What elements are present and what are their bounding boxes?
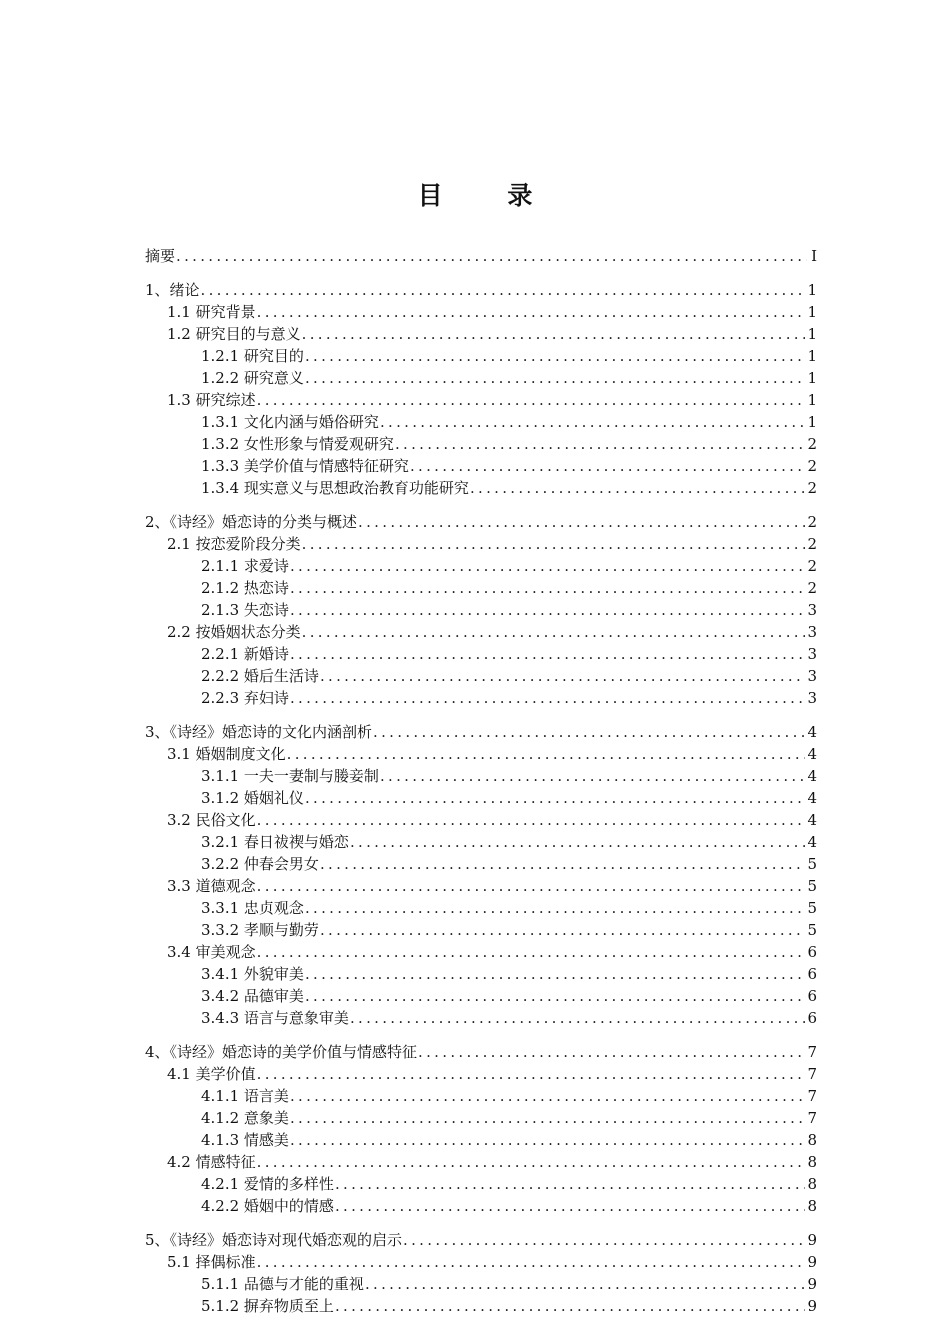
toc-entry-page-number: 2 — [807, 579, 817, 597]
toc-entry[interactable] — [145, 1173, 817, 1195]
toc-entry-page-number: 4 — [807, 811, 817, 829]
toc-entry[interactable] — [145, 1007, 817, 1029]
toc-entry[interactable] — [145, 831, 817, 853]
dot-leader — [373, 721, 805, 743]
toc-entry-label: 4、《诗经》婚恋诗的美学价值与情感特征 — [145, 1043, 418, 1061]
toc-entry-label: 3.1.1 一夫一妻制与媵妾制 — [201, 767, 379, 785]
toc-entry-label: 5.1.2 摒弃物质至上 — [201, 1297, 334, 1315]
toc-entry[interactable] — [145, 245, 817, 267]
toc-entry-label: 3.4.2 品德审美 — [201, 987, 304, 1005]
toc-entry-label: 3.2.1 春日祓禊与婚恋 — [201, 833, 349, 851]
dot-leader — [320, 665, 806, 687]
toc-entry[interactable] — [145, 897, 817, 919]
dot-leader — [302, 621, 806, 643]
toc-entry[interactable] — [145, 765, 817, 787]
toc-entry-label: 2.1.2 热恋诗 — [201, 579, 289, 597]
toc-entry-label: 2.2.2 婚后生活诗 — [201, 667, 319, 685]
toc-entry[interactable] — [145, 963, 817, 985]
dot-leader — [290, 643, 806, 665]
toc-entry[interactable] — [145, 1041, 817, 1063]
dot-leader — [290, 599, 806, 621]
toc-entry[interactable] — [145, 941, 817, 963]
toc-entry-page-number: 1 — [807, 325, 817, 343]
toc-entry-page-number: 2 — [807, 435, 817, 453]
toc-entry-page-number: 4 — [807, 767, 817, 785]
dot-leader — [290, 555, 806, 577]
toc-entry-page-number: 3 — [807, 645, 817, 663]
dot-leader — [305, 345, 806, 367]
toc-entry-page-number: 1 — [807, 347, 817, 365]
dot-leader — [403, 1229, 805, 1251]
toc-entry[interactable] — [145, 301, 817, 323]
toc-entry[interactable] — [145, 721, 817, 743]
toc-entry-page-number: 2 — [807, 479, 817, 497]
toc-entry[interactable] — [145, 577, 817, 599]
toc-entry[interactable] — [145, 345, 817, 367]
toc-entry-label: 3.3.2 孝顺与勤劳 — [201, 921, 319, 939]
toc-entry[interactable] — [145, 919, 817, 941]
toc-entry[interactable] — [145, 455, 817, 477]
toc-entry-label: 3.2 民俗文化 — [167, 811, 256, 829]
toc-entry-page-number: 1 — [807, 369, 817, 387]
toc-entry-label: 1.3.4 现实意义与思想政治教育功能研究 — [201, 479, 469, 497]
dot-leader — [290, 1129, 806, 1151]
toc-entry-label: 2.2.1 新婚诗 — [201, 645, 289, 663]
toc-entry[interactable] — [145, 1273, 817, 1295]
dot-leader — [257, 941, 806, 963]
toc-entry[interactable] — [145, 279, 817, 301]
toc-entry-page-number: 8 — [807, 1131, 817, 1149]
dot-leader — [302, 533, 806, 555]
toc-entry-label: 1、绪论 — [145, 281, 200, 299]
toc-entry-page-number: 3 — [807, 667, 817, 685]
toc-entry[interactable] — [145, 1295, 817, 1317]
toc-entry[interactable] — [145, 1129, 817, 1151]
toc-entry-page-number: 3 — [807, 689, 817, 707]
toc-entry-page-number: 2 — [807, 557, 817, 575]
toc-entry[interactable] — [145, 477, 817, 499]
dot-leader — [350, 1007, 806, 1029]
toc-entry-label: 3.4.1 外貌审美 — [201, 965, 304, 983]
toc-entry-page-number: 6 — [807, 965, 817, 983]
dot-leader — [365, 1273, 806, 1295]
toc-entry[interactable] — [145, 853, 817, 875]
dot-leader — [176, 245, 807, 267]
toc-entry-label: 3.2.2 仲春会男女 — [201, 855, 319, 873]
toc-entry[interactable] — [145, 323, 817, 345]
dot-leader — [287, 743, 806, 765]
toc-entry-label: 4.1.3 情感美 — [201, 1131, 289, 1149]
dot-leader — [257, 301, 806, 323]
toc-entry-label: 1.2 研究目的与意义 — [167, 325, 301, 343]
toc-entry-page-number: 5 — [807, 877, 817, 895]
dot-leader — [290, 1107, 806, 1129]
toc-entry-label: 4.1 美学价值 — [167, 1065, 256, 1083]
toc-entry-label: 1.3.3 美学价值与情感特征研究 — [201, 457, 409, 475]
toc-entry-page-number: 2 — [807, 457, 817, 475]
toc-entry-label: 2.2.3 弃妇诗 — [201, 689, 289, 707]
toc-entry-page-number: 4 — [807, 745, 817, 763]
dot-leader — [257, 1063, 806, 1085]
toc-entry-page-number: 1 — [807, 303, 817, 321]
toc-entry-page-number: 7 — [807, 1065, 817, 1083]
toc-entry[interactable] — [145, 687, 817, 709]
toc-entry-label: 3、《诗经》婚恋诗的文化内涵剖析 — [145, 723, 373, 741]
dot-leader — [290, 687, 806, 709]
dot-leader — [350, 831, 806, 853]
toc-entry[interactable] — [145, 643, 817, 665]
toc-entry-page-number: 1 — [807, 413, 817, 431]
dot-leader — [305, 985, 806, 1007]
dot-leader — [305, 367, 806, 389]
toc-entry-label: 摘要 — [145, 247, 176, 265]
toc-entry-page-number: 7 — [807, 1043, 817, 1061]
toc-entry[interactable] — [145, 411, 817, 433]
toc-entry-label: 1.2.1 研究目的 — [201, 347, 304, 365]
dot-leader — [302, 323, 806, 345]
toc-entry[interactable] — [145, 787, 817, 809]
dot-leader — [335, 1173, 806, 1195]
toc-entry-label: 3.3 道德观念 — [167, 877, 256, 895]
toc-entry-page-number: 9 — [807, 1253, 817, 1271]
toc-entry-label: 2、《诗经》婚恋诗的分类与概述 — [145, 513, 358, 531]
toc-entry[interactable] — [145, 621, 817, 643]
toc-entry-page-number: 6 — [807, 943, 817, 961]
toc-entry-page-number: 8 — [807, 1197, 817, 1215]
toc-entry[interactable] — [145, 599, 817, 621]
dot-leader — [335, 1295, 806, 1317]
toc-entry-label: 2.1.1 求爱诗 — [201, 557, 289, 575]
toc-entry-label: 3.1.2 婚姻礼仪 — [201, 789, 304, 807]
toc-entry[interactable] — [145, 367, 817, 389]
dot-leader — [358, 511, 805, 533]
toc-entry-page-number: 4 — [807, 723, 817, 741]
toc-entry-label: 5.1.1 品德与才能的重视 — [201, 1275, 364, 1293]
dot-leader — [305, 897, 806, 919]
dot-leader — [418, 1041, 805, 1063]
toc-entry[interactable] — [145, 1107, 817, 1129]
toc-entry-page-number: 5 — [807, 855, 817, 873]
toc-entry[interactable] — [145, 1229, 817, 1251]
toc-entry-page-number: 1 — [807, 281, 817, 299]
toc-entry-page-number: 7 — [807, 1109, 817, 1127]
toc-entry-label: 3.3.1 忠贞观念 — [201, 899, 304, 917]
toc-entry-label: 5、《诗经》婚恋诗对现代婚恋观的启示 — [145, 1231, 403, 1249]
toc-entry[interactable] — [145, 985, 817, 1007]
dot-leader — [470, 477, 806, 499]
dot-leader — [410, 455, 806, 477]
dot-leader — [305, 963, 806, 985]
toc-entry-label: 3.4.3 语言与意象审美 — [201, 1009, 349, 1027]
toc-entry-page-number: 8 — [807, 1153, 817, 1171]
toc-entry[interactable] — [145, 665, 817, 687]
toc-entry[interactable] — [145, 1251, 817, 1273]
toc-title: 目 录 — [417, 181, 561, 210]
toc-entry-page-number: 4 — [807, 833, 817, 851]
toc-entry[interactable] — [145, 875, 817, 897]
dot-leader — [290, 577, 806, 599]
toc-entry-label: 1.3.1 文化内涵与婚俗研究 — [201, 413, 379, 431]
toc-entry-page-number: 9 — [807, 1297, 817, 1315]
toc-entry[interactable] — [145, 389, 817, 411]
dot-leader — [257, 875, 806, 897]
dot-leader — [290, 1085, 806, 1107]
toc-entry-page-number: 3 — [807, 601, 817, 619]
toc-entry-page-number: 6 — [807, 987, 817, 1005]
table-of-contents — [145, 245, 817, 1317]
toc-entry-page-number: 9 — [807, 1231, 817, 1249]
dot-leader — [201, 279, 806, 301]
dot-leader — [380, 411, 806, 433]
toc-entry-page-number: 2 — [807, 513, 817, 531]
toc-entry-label: 2.2 按婚姻状态分类 — [167, 623, 301, 641]
toc-entry-page-number: 7 — [807, 1087, 817, 1105]
toc-entry-page-number: 2 — [807, 535, 817, 553]
dot-leader — [395, 433, 806, 455]
toc-entry[interactable] — [145, 1085, 817, 1107]
toc-entry-page-number: 3 — [807, 623, 817, 641]
dot-leader — [320, 853, 806, 875]
dot-leader — [380, 765, 806, 787]
toc-entry-page-number: 5 — [807, 899, 817, 917]
toc-entry-page-number: 5 — [807, 921, 817, 939]
dot-leader — [335, 1195, 806, 1217]
toc-entry[interactable] — [145, 1151, 817, 1173]
toc-entry-label: 1.3.2 女性形象与情爱观研究 — [201, 435, 394, 453]
toc-entry-page-number: 4 — [807, 789, 817, 807]
toc-entry-page-number: I — [811, 247, 817, 265]
toc-entry[interactable] — [145, 433, 817, 455]
toc-entry[interactable] — [145, 1195, 817, 1217]
toc-entry-label: 4.1.1 语言美 — [201, 1087, 289, 1105]
toc-entry-page-number: 8 — [807, 1175, 817, 1193]
toc-entry-label: 4.2 情感特征 — [167, 1153, 256, 1171]
toc-entry[interactable] — [145, 555, 817, 577]
toc-entry-label: 4.2.1 爱情的多样性 — [201, 1175, 334, 1193]
dot-leader — [320, 919, 806, 941]
dot-leader — [257, 389, 806, 411]
toc-entry-label: 1.1 研究背景 — [167, 303, 256, 321]
toc-entry-label: 2.1.3 失恋诗 — [201, 601, 289, 619]
toc-entry-label: 3.1 婚姻制度文化 — [167, 745, 286, 763]
dot-leader — [305, 787, 806, 809]
toc-entry[interactable] — [145, 743, 817, 765]
toc-entry-page-number: 9 — [807, 1275, 817, 1293]
toc-entry[interactable] — [145, 809, 817, 831]
toc-entry[interactable] — [145, 511, 817, 533]
toc-entry-label: 5.1 择偶标准 — [167, 1253, 256, 1271]
toc-entry-label: 1.3 研究综述 — [167, 391, 256, 409]
toc-entry-label: 2.1 按恋爱阶段分类 — [167, 535, 301, 553]
dot-leader — [257, 1251, 806, 1273]
toc-entry-page-number: 6 — [807, 1009, 817, 1027]
dot-leader — [257, 1151, 806, 1173]
toc-entry-label: 3.4 审美观念 — [167, 943, 256, 961]
toc-entry-page-number: 1 — [807, 391, 817, 409]
toc-entry[interactable] — [145, 533, 817, 555]
toc-entry-label: 1.2.2 研究意义 — [201, 369, 304, 387]
dot-leader — [257, 809, 806, 831]
toc-entry-label: 4.2.2 婚姻中的情感 — [201, 1197, 334, 1215]
toc-entry-label: 4.1.2 意象美 — [201, 1109, 289, 1127]
toc-entry[interactable] — [145, 1063, 817, 1085]
